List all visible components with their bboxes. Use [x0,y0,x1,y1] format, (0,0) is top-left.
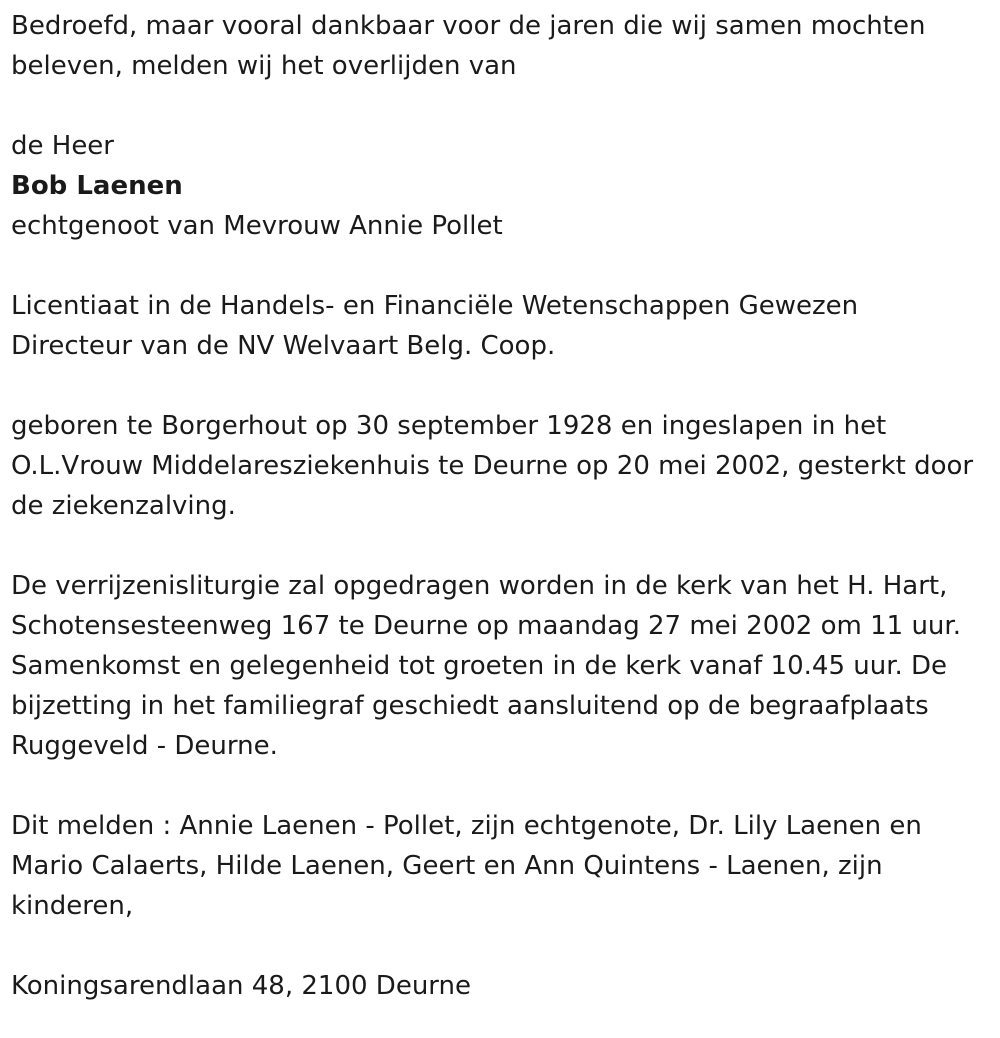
spouse-line: echtgenoot van Mevrouw Annie Pollet [11,211,503,241]
deceased-name: Bob Laenen [11,171,183,201]
address-line: Koningsarendlaan 48, 2100 Deurne [11,971,472,1001]
spacer [11,526,986,566]
birth-death-paragraph: geboren te Borgerhout op 30 september 1928 en ingeslapen in het O.L.Vrouw Middelaresziekenhuis te Deurne op 20 mei 2002, gesterkt door de ziekenzalving. [11,411,974,521]
spacer [11,926,986,966]
profession-paragraph: Licentiaat in de Handels- en Financiële Wetenschappen Gewezen Directeur van de NV Welvaart Belg. Coop. [11,291,859,361]
spacer [11,766,986,806]
ceremony-paragraph: De verrijzenisliturgie zal opgedragen worden in de kerk van het H. Hart, Schotensesteenweg 167 te Deurne op maandag 27 mei 2002 om 11 uur. Samenkomst en gelegenheid tot groeten in de kerk vanaf 10.45 uur. De bijzetting in het familiegraf geschiedt aansluitend op de begraafplaats Ruggeveld - Deurne. [11,571,961,761]
family-paragraph: Dit melden : Annie Laenen - Pollet, zijn echtgenote, Dr. Lily Laenen en Mario Calaerts, Hilde Laenen, Geert en Ann Quintens - Laenen, zijn kinderen, [11,811,922,921]
spacer [11,366,986,406]
intro-paragraph: Bedroefd, maar vooral dankbaar voor de jaren die wij samen mochten beleven, melden wij het overlijden van [11,11,926,81]
spacer [11,86,986,126]
spacer [11,246,986,286]
title-prefix: de Heer [11,131,114,161]
obituary-notice [11,6,986,1006]
